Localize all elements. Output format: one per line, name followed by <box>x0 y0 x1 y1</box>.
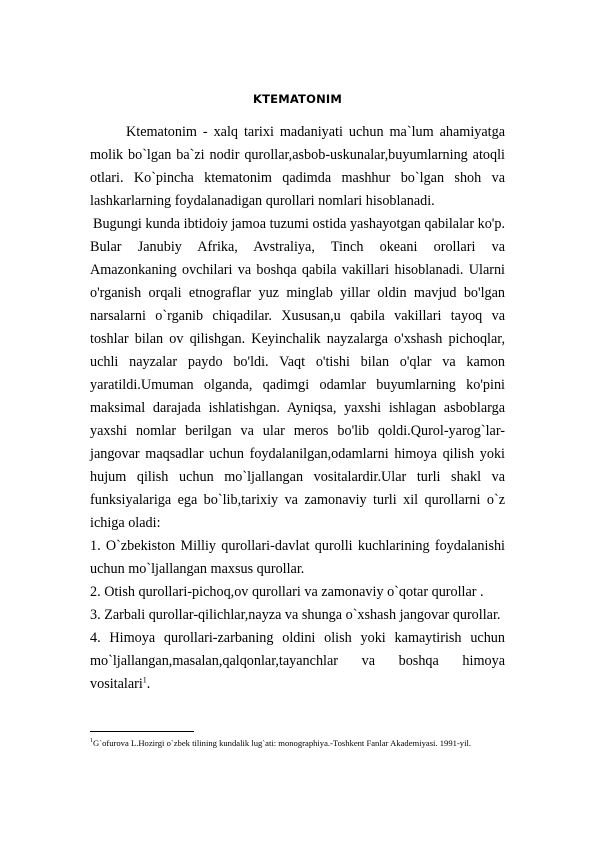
footnote-reference[interactable]: 1 <box>142 675 147 685</box>
document-title: KTEMATONIM <box>252 92 343 106</box>
footnote-separator <box>90 731 194 732</box>
list-item-4: 4. Himoya qurollari-zarbaning oldini olish yoki kamaytirish uchun mo`ljallangan,masalan,qalqonlar,tayanchlar va boshqa himoya vositalari$^1$. <box>90 630 505 692</box>
list-item-4-text: 4. Himoya qurollari-zarbaning oldini olish yoki kamaytirish uchun mo`ljallangan,masalan,qalqonlar,tayanchlar va boshqa himoya vositalari <box>90 630 505 692</box>
footnote-marker: 1 <box>90 738 93 745</box>
paragraph-tribes: Bugungi kunda ibtidoiy jamoa tuzumi ostida yashayotgan qabilalar ko'p. Bular Janubiy Afrika, Avstraliya, Tinch okeani orollari va Amazonkaning ovchilari va boshqa qabila vakillari hisoblanadi. Ularni o'rganish orqali etnograflar yuz minglab yillar oldin mavjud bo'lgan narsalarni o`rganib chiqadilar. Xususan,u qabila vakillari tayoq va toshlar bilan ov qilishgan. Keyinchalik nayzalarga o'xshash pichoqlar, uchli nayzalar paydo bo'ldi. Vaqt o'tishi bilan o'qlar va kamon yaratildi.Umuman olganda, qadimgi odamlar buyumlarning ko'pini maksimal darajada ishlatishgan. Ayniqsa, yaxshi ishlagan asboblarga yaxshi nomlar berilgan va ular meros bo'lib qoldi.Qurol-yarog`lar-jangovar maqsadlar uchun foydalanilgan,odamlarni himoya qilish yoki hujum qilish uchun mo`ljallangan vositalardir.Ular turli shakl va funksiyalariga ega bo`lib,tarixiy va zamonaviy turli xil qurollarni o`z ichiga oladi: <box>90 216 505 531</box>
footnote-text: G`ofurova L.Hozirgi o`zbek tilining kundalik lug`ati: monographiya.-Toshkent Fanlar Akademiyasi. 1991-yil. <box>93 738 472 748</box>
list-item-1: 1. O`zbekiston Milliy qurollari-davlat qurolli kuchlarining foydalanishi uchun mo`ljallangan maxsus qurollar. <box>90 538 505 577</box>
footnote <box>90 738 510 749</box>
list-item-3: 3. Zarbali qurollar-qilichlar,nayza va shunga o`xshash jangovar qurollar. <box>90 607 501 623</box>
list-item-2: 2. Otish qurollari-pichoq,ov qurollari va zamonaviy o`qotar qurollar . <box>90 584 484 600</box>
paragraph-intro: Ktematonim - xalq tarixi madaniyati uchun ma`lum ahamiyatga molik bo`lgan ba`zi nodir qurollar,asbob-uskunalar,buyumlarning atoqli otlari. Ko`pincha ktematonim qadimda mashhur bo`lgan shoh va lashkarlarning foydalanadigan qurollari nomlari hisoblanadi. <box>90 124 505 209</box>
document-body <box>90 121 505 696</box>
